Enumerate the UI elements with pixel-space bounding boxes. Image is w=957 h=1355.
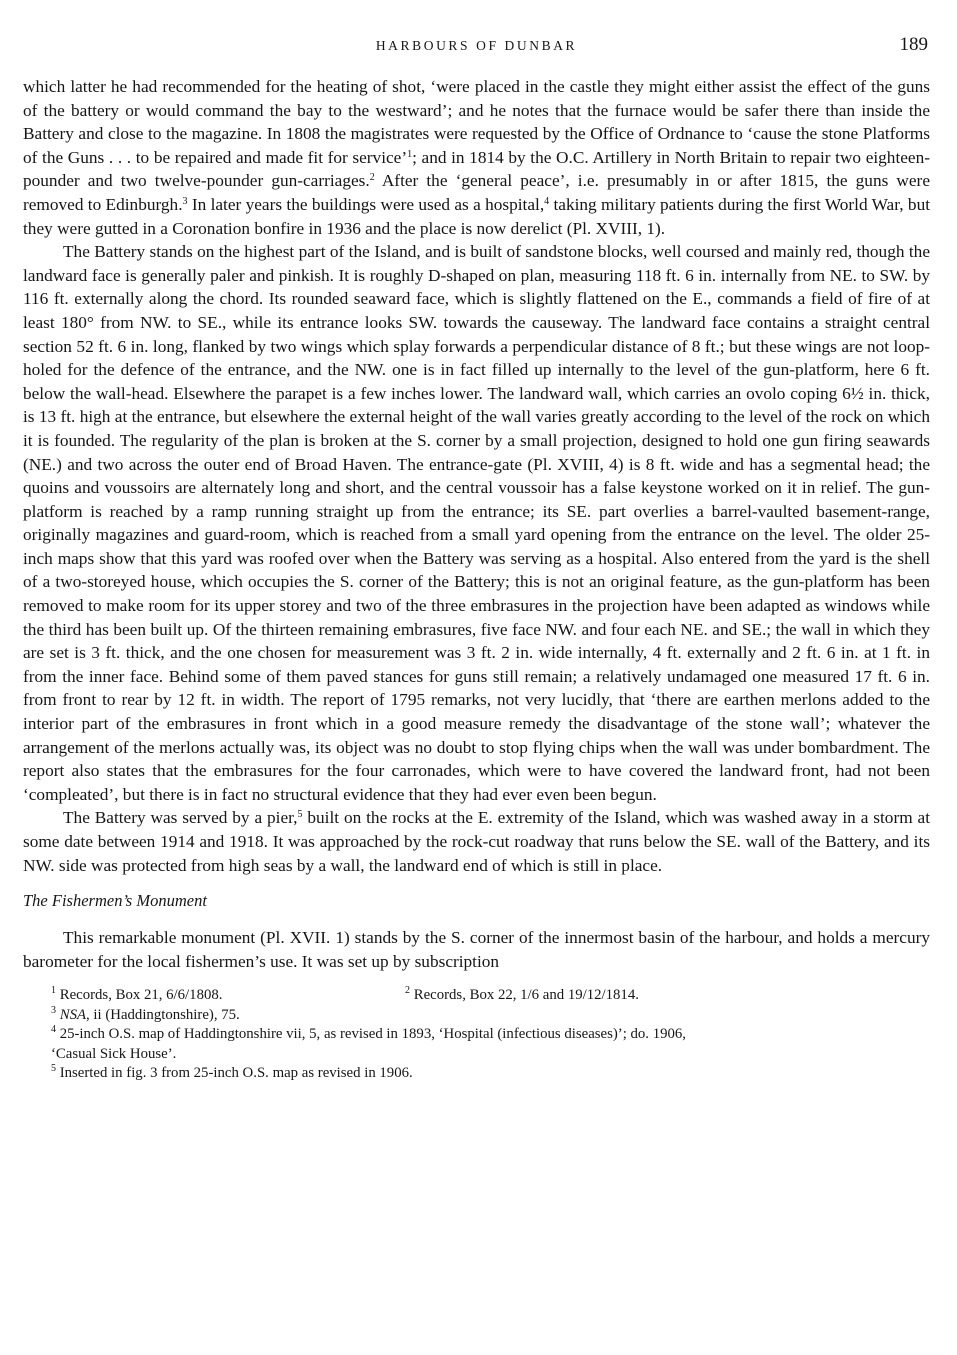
- text-run: After the ‘general peace’, i.e. presumably in or after 1815, the guns were removed to Edinburgh.: [23, 171, 930, 214]
- footnotes: [23, 986, 930, 1083]
- footnote-ref-1: 1: [407, 148, 413, 160]
- footnote-4-continuation: ‘Casual Sick House’.: [51, 1045, 177, 1062]
- paragraph-1: [23, 75, 930, 240]
- running-head: [23, 36, 930, 60]
- footnote-3: [51, 1006, 930, 1025]
- text-run: taking military patients during the first World War, but they were gutted in a Coronation bonfire in 1936 and the place is now derelict (Pl. XVIII, 1).: [23, 194, 931, 238]
- paragraph-4: This remarkable monument (Pl. XVII. 1) stands by the S. corner of the innermost basin of the harbour, and holds a mercury barometer for the local fishermen’s use. It was set up by subscription: [23, 928, 930, 971]
- footnote-ref-3: 3: [182, 195, 188, 207]
- footnote-3-text: , ii (Haddingtonshire), 75.: [86, 1006, 240, 1023]
- footnote-ref-2: 2: [369, 172, 375, 184]
- footnote-1: [51, 987, 222, 1003]
- footnote-ref-5: 5: [297, 809, 303, 821]
- text-run: In later years the buildings were used as a hospital,: [187, 194, 545, 214]
- text-run: ; and in 1814 by the O.C. Artillery in North Britain to repair two eighteen-pounder and two twelve-pounder gun-carriages.: [23, 147, 930, 191]
- footnote-2-text: Records, Box 22, 1/6 and 19/12/1814.: [413, 987, 639, 1004]
- section-heading: The Fishermen’s Monument: [23, 891, 207, 911]
- footnote-mark-4: 4: [51, 1024, 56, 1036]
- page: [23, 36, 930, 1083]
- text-run: built on the rocks at the E. extremity of the Island, which was washed away in a storm at some date between 1914 and 1918. It was approached by the rock-cut roadway that runs below the SE. wall of the Battery, and its NW. side was protected from high seas by a wall, the landward end of which is still in place.: [23, 808, 931, 875]
- footnote-row-1-2: [51, 986, 930, 1005]
- footnote-mark-5: 5: [51, 1063, 56, 1074]
- footnote-5: [51, 1064, 930, 1083]
- footnote-mark-1: 1: [51, 985, 56, 997]
- footnote-1-text: Records, Box 21, 6/6/1808.: [59, 987, 223, 1004]
- footnote-5-text: Inserted in fig. 3 from 25-inch O.S. map as revised in 1906.: [59, 1065, 413, 1081]
- page-number: 189: [899, 34, 928, 55]
- footnote-3-source: NSA: [59, 1006, 87, 1023]
- running-title: HARBOURS OF DUNBAR: [375, 38, 578, 53]
- paragraph-2: The Battery stands on the highest part of the Island, and is built of sandstone blocks, well coursed and mainly red, though the landward face is generally paler and pinkish. It is roughly D-shaped on plan, measuring 118 ft. 6 in. internally from NE. to SW. by 116 ft. externally along the chord. Its rounded seaward face, which is slightly flattened on the E., commands a field of fire of at least 180° from NW. to SE., while its entrance looks SW. towards the causeway. The landward face contains a straight central section 52 ft. 6 in. long, flanked by two wings which splay forwards a perpendicular distance of 8 ft.; but these wings are not loop-holed for the defence of the entrance, and the NW. one is in fact filled up internally to the level of the gun-platform, here 6 ft. below the wall-head. Elsewhere the parapet is a few inches lower. The landward wall, which carries an ovolo coping 6½ in. thick, is 13 ft. high at the entrance, but elsewhere the external height of the wall varies greatly according to the level of the rock on which it is founded. The regularity of the plan is broken at the S. corner by a small projection, designed to hold one gun firing seawards (NE.) and two across the outer end of Broad Haven. The entrance-gate (Pl. XVIII, 4) is 8 ft. wide and has a segmental head; the quoins and voussoirs are alternately long and short, and the central voussoir has a false keystone worked on it in relief. The gun-platform is reached by a ramp running straight up from the entrance; its SE. part overlies a barrel-vaulted basement-range, originally magazines and guard-room, which is reached from a small yard opening from the entrance on the level. The older 25-inch maps show that this yard was roofed over when the Battery was serving as a hospital. Also entered from the yard is the shell of a two-storeyed house, which occupies the S. corner of the Battery; this is not an original feature, as the gun-platform has been removed to make room for its upper storey and two of the three embrasures in the projection have been adapted as windows while the third has been built up. Of the thirteen remaining embrasures, five face NW. and four each NE. and SE.; the wall in which they are set is 3 ft. thick, and the one chosen for measurement was 3 ft. 2 in. wide internally, 4 ft. externally and 2 ft. 6 in. at 1 ft. in from the inner face. Behind some of them paved stances for guns still remain; a relatively undamaged one measured 17 ft. 6 in. from front to rear by 12 ft. in width. The report of 1795 remarks, not very lucidly, that ‘there are earthen merlons added to the interior part of the embrasures in front which in a good measure remedy the disadvantage of the stone wall’; whatever the arrangement of the merlons actually was, its object was no doubt to stop flying chips when the wall was under bombardment. The report also states that the embrasures for the four carronades, which were to have covered the landward front, had not been ‘compleated’, but there is in fact no structural evidence that they had ever even been begun.: [23, 242, 930, 804]
- footnote-mark-3: 3: [51, 1004, 56, 1016]
- paragraph-3: [23, 806, 930, 877]
- body-text: [23, 75, 930, 973]
- footnote-ref-4: 4: [544, 195, 550, 207]
- footnote-mark-2: 2: [405, 985, 410, 997]
- footnote-4-text: 25-inch O.S. map of Haddingtonshire vii, 5, as revised in 1893, ‘Hospital (infectious diseases)’; do. 1906,: [59, 1026, 686, 1043]
- text-run: The Battery was served by a pier,: [63, 808, 298, 828]
- text-run: which latter he had recommended for the heating of shot, ‘were placed in the castle they might either assist the effect of the guns of the battery or would command the bay to the westward’; and he notes that the furnace would be safer there than inside the Battery and close to the magazine. In 1808 the magistrates were requested by the Office of Ordnance to ‘cause the stone Platforms of the Guns . . . to be repaired and made fit for service’: [23, 77, 930, 167]
- footnote-4: [51, 1025, 930, 1044]
- footnote-2: [405, 986, 639, 1005]
